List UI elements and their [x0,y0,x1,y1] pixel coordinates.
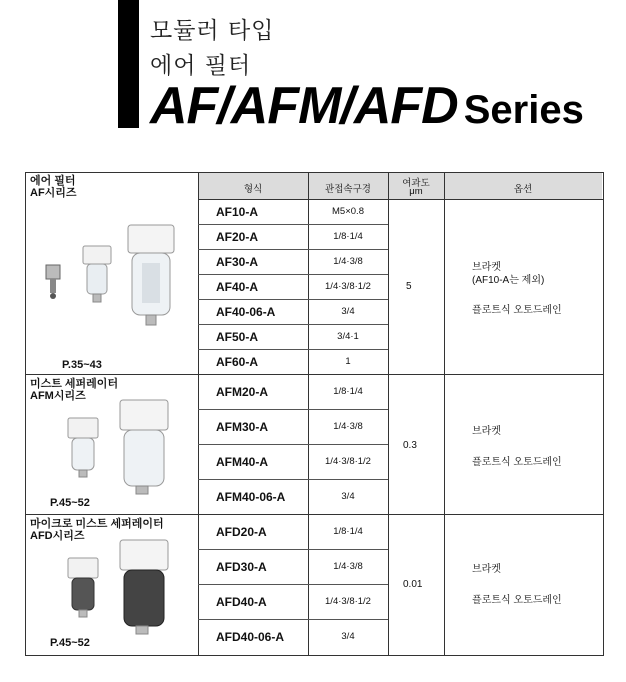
table-cell-port: 1/8·1/4 [333,386,363,397]
header-rating-line2: μm [409,186,423,197]
filtration-rating: 5 [406,281,412,292]
afd-series-filter-photos [52,538,192,638]
section-title: 에어 필터 [30,175,76,187]
option-text: 브라켓 [472,262,501,273]
col-divider [444,173,445,655]
option-text: (AF10-A는 제외) [472,275,545,286]
option-text: 플로트식 오토드레인 [472,595,562,606]
section-subtitle: AFM시리즈 [30,390,86,402]
table-cell-model: AFM30-A [216,420,269,434]
table-cell-port: M5×0.8 [332,206,364,217]
filtration-rating: 0.3 [403,440,417,451]
col-divider [388,173,389,655]
table-cell-port: 1/4·3/8·1/2 [325,456,371,467]
table-cell-model: AFM40-06-A [216,490,286,504]
table-cell-port: 3/4 [341,491,355,502]
col-divider [308,173,309,655]
table-cell-model: AF40-06-A [216,305,276,319]
table-cell-model: AFD40-06-A [216,630,285,644]
table-cell-model: AF60-A [216,355,259,369]
series-title [150,76,584,136]
table-cell-port: 1/4·3/8 [333,421,363,432]
table-cell-port: 3/4 [341,306,355,317]
page-reference: P.45~52 [50,637,90,649]
table-cell-port: 1/4·3/8 [333,256,363,267]
header-port: 관접속구경 [325,184,371,195]
spec-table [25,172,604,656]
option-text: 브라켓 [472,564,501,575]
table-cell-model: AF40-A [216,280,259,294]
table-cell-model: AF30-A [216,255,259,269]
page-reference: P.45~52 [50,497,90,509]
table-cell-model: AFD20-A [216,525,267,539]
table-cell-port: 1/4·3/8·1/2 [325,596,371,607]
page-reference: P.35~43 [62,359,102,371]
table-cell-port: 1/4·3/8 [333,561,363,572]
header-model: 형식 [243,184,263,195]
table-cell-port: 3/4·1 [337,331,359,342]
section-subtitle: AFD시리즈 [30,530,85,542]
table-cell-port: 1/8·1/4 [333,231,363,242]
section-title: 미스트 세퍼레이터 [30,378,119,390]
header-accent-bar [118,0,139,128]
header-rating-line1: 여과도 [402,178,430,189]
series-word: Series [463,88,584,132]
col-divider [198,173,199,655]
option-text: 플로트식 오토드레인 [472,457,562,468]
option-text: 브라켓 [472,426,501,437]
table-cell-port: 3/4 [341,631,355,642]
series-name: AF/AFM/AFD [150,77,458,135]
page-title-line1: 모듈러 타입 [150,18,275,44]
option-text: 플로트식 오토드레인 [472,305,562,316]
filtration-rating: 0.01 [403,579,423,590]
section-divider [26,374,603,375]
section-title: 마이크로 미스트 세퍼레이터 [30,518,164,530]
row-divider [198,199,603,200]
table-cell-model: AF10-A [216,205,259,219]
table-cell-port: 1/4·3/8·1/2 [325,281,371,292]
section-subtitle: AF시리즈 [30,187,77,199]
table-cell-port: 1 [345,356,351,367]
page-title-line2: 에어 필터 [150,53,252,79]
table-cell-model: AFD30-A [216,560,267,574]
af-series-filter-photos [42,223,192,338]
table-cell-model: AF50-A [216,330,259,344]
table-cell-port: 1/8·1/4 [333,526,363,537]
afm-series-filter-photos [52,398,192,498]
table-cell-model: AFM40-A [216,455,269,469]
header-options: 옵션 [513,184,533,195]
section-divider [26,514,603,515]
table-cell-model: AF20-A [216,230,259,244]
table-cell-model: AFD40-A [216,595,267,609]
table-cell-model: AFM20-A [216,385,269,399]
